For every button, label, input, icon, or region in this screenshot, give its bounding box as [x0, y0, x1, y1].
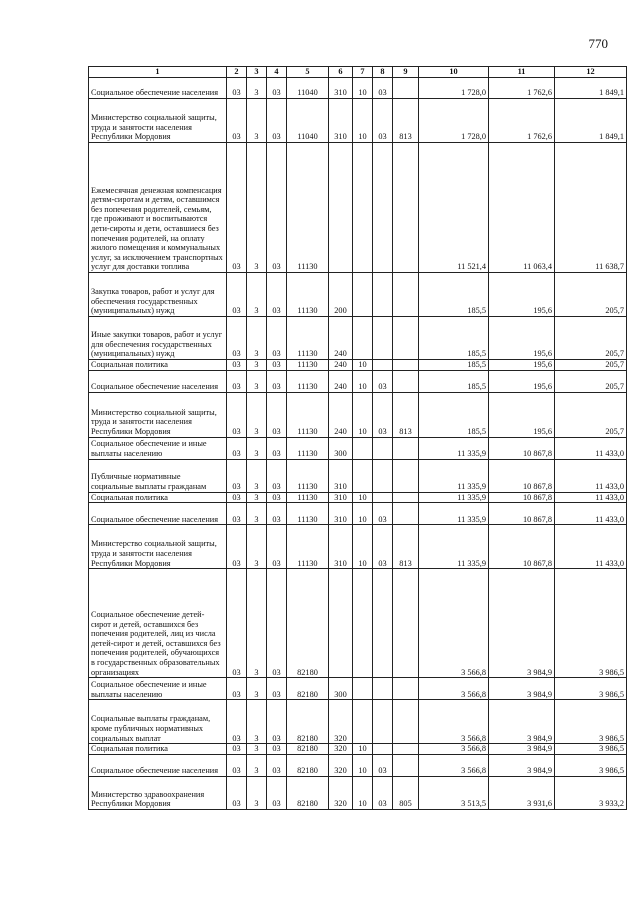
table-cell: 185,5 [419, 392, 489, 437]
table-cell: 82180 [287, 678, 329, 700]
table-cell: 1 849,1 [555, 78, 627, 99]
table-cell: 03 [267, 776, 287, 809]
table-cell: 1 762,6 [489, 99, 555, 143]
row-name-cell: Социальное обеспечение населения [89, 503, 227, 525]
table-cell: 11040 [287, 78, 329, 99]
table-cell: 3 566,8 [419, 754, 489, 776]
table-row [89, 78, 627, 99]
table-cell: 3 566,8 [419, 700, 489, 744]
table-cell: 03 [227, 317, 247, 360]
table-cell: 1 728,0 [419, 99, 489, 143]
table-cell: 03 [267, 678, 287, 700]
table-cell: 03 [227, 78, 247, 99]
table-cell: 10 867,8 [489, 492, 555, 503]
row-name-cell: Социальная политика [89, 744, 227, 755]
table-cell [393, 459, 419, 492]
table-cell [393, 492, 419, 503]
column-header: 1 [89, 67, 227, 78]
row-name-cell: Социальное обеспечение населения [89, 370, 227, 392]
table-cell [393, 437, 419, 459]
table-cell: 03 [267, 360, 287, 371]
table-cell: 82180 [287, 754, 329, 776]
row-name-cell: Министерство социальной защиты, труда и занятости населения Республики Мордовия [89, 392, 227, 437]
row-name-cell: Социальное обеспечение населения [89, 754, 227, 776]
table-row [89, 392, 627, 437]
table-cell: 11130 [287, 370, 329, 392]
table-cell: 1 849,1 [555, 99, 627, 143]
table-cell: 03 [267, 459, 287, 492]
table-cell [393, 370, 419, 392]
table-cell: 185,5 [419, 360, 489, 371]
row-name-cell: Социальное обеспечение и иные выплаты населению [89, 437, 227, 459]
table-cell: 813 [393, 392, 419, 437]
table-cell: 03 [227, 678, 247, 700]
header-row [89, 67, 627, 78]
table-cell: 3 [247, 492, 267, 503]
table-cell [353, 569, 373, 678]
table-cell: 320 [329, 754, 353, 776]
table-cell: 195,6 [489, 370, 555, 392]
table-cell [393, 360, 419, 371]
table-cell: 03 [267, 437, 287, 459]
table-cell: 82180 [287, 744, 329, 755]
table-row [89, 360, 627, 371]
table-cell: 300 [329, 437, 353, 459]
table-cell: 240 [329, 370, 353, 392]
table-cell [353, 143, 373, 273]
table-cell: 195,6 [489, 392, 555, 437]
table-cell [393, 700, 419, 744]
table-cell: 03 [267, 700, 287, 744]
table-cell [393, 78, 419, 99]
table-cell: 11 433,0 [555, 459, 627, 492]
table-cell [373, 492, 393, 503]
table-cell: 200 [329, 273, 353, 317]
table-cell: 11 638,7 [555, 143, 627, 273]
column-header: 2 [227, 67, 247, 78]
table-row [89, 459, 627, 492]
table-cell: 03 [267, 392, 287, 437]
table-row [89, 99, 627, 143]
table-cell [373, 273, 393, 317]
table-cell: 3 [247, 569, 267, 678]
table-cell: 3 984,9 [489, 754, 555, 776]
table-cell: 3 [247, 99, 267, 143]
table-cell [393, 143, 419, 273]
table-cell: 11130 [287, 503, 329, 525]
table-cell: 3 986,5 [555, 678, 627, 700]
table-cell: 3 [247, 360, 267, 371]
table-cell: 185,5 [419, 317, 489, 360]
table-cell [373, 700, 393, 744]
table-row [89, 503, 627, 525]
table-cell: 3 [247, 700, 267, 744]
table-cell: 03 [227, 437, 247, 459]
table-cell: 03 [227, 569, 247, 678]
column-header: 9 [393, 67, 419, 78]
table-cell: 10 [353, 492, 373, 503]
table-cell [353, 700, 373, 744]
table-cell: 3 [247, 78, 267, 99]
table-cell: 205,7 [555, 370, 627, 392]
table-cell: 03 [267, 99, 287, 143]
table-cell: 3 984,9 [489, 700, 555, 744]
table-cell: 11 063,4 [489, 143, 555, 273]
table-cell: 205,7 [555, 360, 627, 371]
table-cell [373, 143, 393, 273]
table-cell: 3 [247, 754, 267, 776]
table-cell: 03 [267, 78, 287, 99]
column-header: 12 [555, 67, 627, 78]
table-cell: 3 [247, 437, 267, 459]
table-cell: 310 [329, 459, 353, 492]
table-cell: 310 [329, 492, 353, 503]
table-cell: 03 [227, 525, 247, 569]
row-name-cell: Социальное обеспечение населения [89, 78, 227, 99]
table-cell: 03 [267, 525, 287, 569]
table-cell: 11 335,9 [419, 459, 489, 492]
table-cell: 10 867,8 [489, 437, 555, 459]
table-cell: 03 [373, 503, 393, 525]
table-cell: 310 [329, 78, 353, 99]
table-cell: 3 986,5 [555, 569, 627, 678]
table-cell: 11 335,9 [419, 437, 489, 459]
table-cell: 205,7 [555, 317, 627, 360]
table-cell: 11130 [287, 492, 329, 503]
table-cell: 3 566,8 [419, 744, 489, 755]
table-cell: 813 [393, 525, 419, 569]
table-row [89, 370, 627, 392]
table-cell: 10 [353, 392, 373, 437]
row-name-cell: Ежемесячная денежная компенсация детям-сиротам и детям, оставшимся без попечения родителей, семьям, где проживают и воспитываются дети-сироты и дети, оставшиеся без попечения родителей, на оплату жилого помещения и коммунальных услуг, за исключением транспортных услуг для доставки топлива [89, 143, 227, 273]
table-row [89, 143, 627, 273]
table-cell: 11 335,9 [419, 503, 489, 525]
table-cell: 813 [393, 99, 419, 143]
table-cell: 3 986,5 [555, 754, 627, 776]
table-cell: 82180 [287, 569, 329, 678]
table-cell: 03 [267, 744, 287, 755]
table-cell: 3 984,9 [489, 744, 555, 755]
table-cell [329, 143, 353, 273]
table-cell: 03 [373, 754, 393, 776]
table-cell: 185,5 [419, 370, 489, 392]
budget-table [88, 66, 627, 810]
table-cell: 11 335,9 [419, 525, 489, 569]
table-cell: 10 [353, 776, 373, 809]
table-cell: 11 433,0 [555, 525, 627, 569]
table-cell: 03 [227, 392, 247, 437]
table-cell: 310 [329, 525, 353, 569]
table-cell: 320 [329, 744, 353, 755]
row-name-cell: Социальные выплаты гражданам, кроме публичных нормативных социальных выплат [89, 700, 227, 744]
table-cell: 03 [227, 273, 247, 317]
table-cell: 3 933,2 [555, 776, 627, 809]
table-cell: 11130 [287, 317, 329, 360]
table-cell: 10 867,8 [489, 503, 555, 525]
table-cell: 185,5 [419, 273, 489, 317]
table-row [89, 525, 627, 569]
table-cell: 11040 [287, 99, 329, 143]
table-cell [393, 678, 419, 700]
table-cell: 03 [373, 370, 393, 392]
table-cell: 03 [227, 370, 247, 392]
table-cell: 3 [247, 503, 267, 525]
row-name-cell: Иные закупки товаров, работ и услуг для обеспечения государственных (муниципальных) нужд [89, 317, 227, 360]
table-row [89, 317, 627, 360]
column-header: 8 [373, 67, 393, 78]
table-cell [353, 317, 373, 360]
table-cell: 10 867,8 [489, 459, 555, 492]
table-cell: 03 [373, 99, 393, 143]
table-cell: 3 931,6 [489, 776, 555, 809]
table-cell: 10 867,8 [489, 525, 555, 569]
table-cell: 03 [227, 99, 247, 143]
table-cell: 3 [247, 273, 267, 317]
table-cell: 240 [329, 392, 353, 437]
column-header: 6 [329, 67, 353, 78]
table-cell: 03 [227, 503, 247, 525]
table-cell: 3 984,9 [489, 678, 555, 700]
table-cell: 03 [227, 143, 247, 273]
table-row [89, 700, 627, 744]
table-cell [373, 744, 393, 755]
table-body [89, 78, 627, 810]
table-row [89, 492, 627, 503]
table-cell: 11 433,0 [555, 492, 627, 503]
table-cell: 11 433,0 [555, 503, 627, 525]
table-cell [353, 437, 373, 459]
table-cell: 03 [267, 143, 287, 273]
table-row [89, 273, 627, 317]
row-name-cell: Социальное обеспечение детей-сирот и детей, оставшихся без попечения родителей, лиц из числа детей-сирот и детей, оставшихся без попечения родителей, обучающихся в государственных образовательных организациях [89, 569, 227, 678]
table-cell: 82180 [287, 776, 329, 809]
table-row [89, 776, 627, 809]
table-cell: 805 [393, 776, 419, 809]
table-cell: 320 [329, 700, 353, 744]
table-cell: 3 513,5 [419, 776, 489, 809]
table-cell [373, 360, 393, 371]
table-cell: 03 [267, 317, 287, 360]
table-cell [393, 273, 419, 317]
table-cell: 310 [329, 503, 353, 525]
table-cell: 03 [227, 754, 247, 776]
column-header: 3 [247, 67, 267, 78]
table-cell: 03 [267, 569, 287, 678]
table-cell [353, 273, 373, 317]
row-name-cell: Социальная политика [89, 492, 227, 503]
table-row [89, 569, 627, 678]
table-cell: 03 [267, 754, 287, 776]
column-header: 4 [267, 67, 287, 78]
table-cell: 240 [329, 317, 353, 360]
table-cell: 10 [353, 360, 373, 371]
table-cell [393, 503, 419, 525]
table-cell: 11130 [287, 273, 329, 317]
table-cell: 82180 [287, 700, 329, 744]
table-cell: 3 986,5 [555, 700, 627, 744]
row-name-cell: Министерство здравоохранения Республики Мордовия [89, 776, 227, 809]
table-cell: 3 [247, 392, 267, 437]
table-cell: 3 [247, 744, 267, 755]
table-cell: 03 [267, 492, 287, 503]
table-cell [373, 437, 393, 459]
table-cell: 10 [353, 525, 373, 569]
column-header: 11 [489, 67, 555, 78]
row-name-cell: Социальная политика [89, 360, 227, 371]
table-cell [353, 459, 373, 492]
table-cell [393, 754, 419, 776]
table-cell: 3 984,9 [489, 569, 555, 678]
table-cell: 310 [329, 99, 353, 143]
table-cell: 10 [353, 754, 373, 776]
table-cell: 195,6 [489, 360, 555, 371]
table-cell [373, 678, 393, 700]
table-cell: 3 [247, 525, 267, 569]
table-cell: 11130 [287, 459, 329, 492]
table-cell: 3 566,8 [419, 569, 489, 678]
table-cell: 03 [227, 776, 247, 809]
table-cell: 195,6 [489, 273, 555, 317]
table-cell: 03 [227, 459, 247, 492]
page-number: 770 [588, 36, 608, 51]
table-cell: 3 [247, 143, 267, 273]
table-cell: 10 [353, 370, 373, 392]
table-cell: 11130 [287, 360, 329, 371]
table-cell [393, 744, 419, 755]
table-cell: 10 [353, 78, 373, 99]
table-cell: 3 986,5 [555, 744, 627, 755]
table-cell: 11130 [287, 392, 329, 437]
table-cell: 03 [227, 700, 247, 744]
table-cell [329, 569, 353, 678]
table-cell [393, 317, 419, 360]
table-cell: 11 433,0 [555, 437, 627, 459]
table-cell: 3 [247, 678, 267, 700]
table-cell: 03 [267, 370, 287, 392]
table-cell: 3 [247, 317, 267, 360]
table-cell: 1 728,0 [419, 78, 489, 99]
row-name-cell: Министерство социальной защиты, труда и занятости населения Республики Мордовия [89, 525, 227, 569]
table-cell: 240 [329, 360, 353, 371]
row-name-cell: Публичные нормативные социальные выплаты гражданам [89, 459, 227, 492]
table-cell: 11 521,4 [419, 143, 489, 273]
table-cell: 03 [227, 744, 247, 755]
table-cell [373, 459, 393, 492]
table-cell: 3 [247, 370, 267, 392]
table-cell: 03 [267, 273, 287, 317]
table-row [89, 744, 627, 755]
table-cell: 03 [227, 360, 247, 371]
column-header: 5 [287, 67, 329, 78]
column-header: 10 [419, 67, 489, 78]
table-cell: 11130 [287, 143, 329, 273]
table-cell [373, 569, 393, 678]
table-cell: 205,7 [555, 392, 627, 437]
column-header: 7 [353, 67, 373, 78]
table-row [89, 754, 627, 776]
table-cell: 10 [353, 99, 373, 143]
row-name-cell: Министерство социальной защиты, труда и занятости населения Республики Мордовия [89, 99, 227, 143]
table-cell: 205,7 [555, 273, 627, 317]
table-cell: 03 [373, 525, 393, 569]
table-cell: 1 762,6 [489, 78, 555, 99]
table-row [89, 678, 627, 700]
table-cell: 195,6 [489, 317, 555, 360]
table-cell: 11130 [287, 525, 329, 569]
table-cell [393, 569, 419, 678]
table-cell: 03 [267, 503, 287, 525]
row-name-cell: Социальное обеспечение и иные выплаты населению [89, 678, 227, 700]
row-name-cell: Закупка товаров, работ и услуг для обеспечения государственных (муниципальных) нужд [89, 273, 227, 317]
table-cell: 10 [353, 744, 373, 755]
table-cell: 03 [373, 78, 393, 99]
table-cell [353, 678, 373, 700]
table-cell: 03 [373, 776, 393, 809]
table-cell: 3 [247, 459, 267, 492]
table-cell: 3 566,8 [419, 678, 489, 700]
table-cell: 3 [247, 776, 267, 809]
table-cell: 300 [329, 678, 353, 700]
table-cell: 11 335,9 [419, 492, 489, 503]
table-cell [373, 317, 393, 360]
table-row [89, 437, 627, 459]
table-cell: 10 [353, 503, 373, 525]
table-cell: 03 [373, 392, 393, 437]
table-cell: 11130 [287, 437, 329, 459]
table-cell: 320 [329, 776, 353, 809]
table-cell: 03 [227, 492, 247, 503]
